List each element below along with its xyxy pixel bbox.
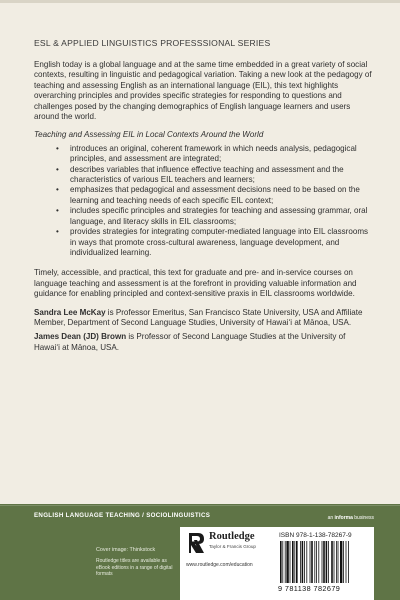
- subject-category: ENGLISH LANGUAGE TEACHING / SOCIOLINGUISTICS: [34, 512, 211, 519]
- blurb: [34, 60, 372, 357]
- informa-logo: informa: [334, 515, 353, 521]
- author-name: James Dean (JD) Brown: [34, 332, 127, 342]
- informa-tagline: an informa business: [327, 515, 374, 521]
- list-item: • introduces an original, coherent framework in which needs analysis, pedagogical principles, and assessment are integrated;: [56, 144, 372, 165]
- closing-paragraph: Timely, accessible, and practical, this text for graduate and pre- and in-service courses on language teaching and assessment is at the forefront in providing valuable information and guidance for enabling principled and context-sensitive praxis in EIL classrooms worldwide.: [34, 268, 357, 299]
- routledge-logo-icon: [186, 531, 206, 555]
- author-name: Sandra Lee McKay: [34, 307, 106, 317]
- cover-credit: Cover image: Thinkstock: [96, 547, 156, 553]
- list-item: • provides strategies for integrating computer-mediated language into EIL classrooms in ways that promote cross-cultural awareness, language development, and individualized learning.: [56, 227, 372, 258]
- author-description: is Professor of Second Language Studies at the University of Hawai‘i at Mānoa, USA.: [34, 332, 346, 352]
- barcode-icon: [279, 541, 371, 583]
- ebook-note: Routledge titles are available as eBook editions in a range of digital formats: [96, 558, 173, 578]
- isbn-label: ISBN 978-1-138-78267-9: [279, 532, 352, 539]
- author-bio: [34, 332, 372, 353]
- author-bio: [34, 308, 372, 329]
- intro-paragraph: English today is a global language and at the same time embedded in a great variety of social contexts, resulting in linguistic and pedagogical variation. Taking a new look at the pedagogy of teaching and assessing English as an international language (EIL), this text highlights overarching principles and provides specific strategies for responding to questions and challenges posed by the changing demographics of English language learners and users around the world.: [34, 60, 372, 122]
- publisher-group: Taylor & Francis Group: [209, 544, 256, 549]
- author-description: is Professor Emeritus, San Francisco State University, USA and Affiliate Member, Department of Second Language Studies, University of Hawai‘i at Mānoa, USA.: [34, 307, 363, 327]
- barcode-number: 9 781138 782679: [278, 584, 341, 593]
- top-divider: [0, 0, 400, 3]
- list-item: • includes specific principles and strategies for teaching and assessing grammar, oral language, and literacy skills in EIL classrooms;: [56, 206, 372, 227]
- list-item: • describes variables that influence effective teaching and assessment and the characteristics of various EIL teachers and learners;: [56, 165, 372, 186]
- publisher-url: www.routledge.com/education: [186, 562, 253, 568]
- band-divider: [0, 505, 400, 506]
- feature-list: [56, 144, 372, 258]
- series-title: ESL & APPLIED LINGUISTICS PROFESSSIONAL SERIES: [34, 38, 271, 48]
- publisher-name: Routledge: [209, 531, 255, 542]
- list-item: • emphasizes that pedagogical and assessment decisions need to be based on the learning and teaching needs of each specific EIL context;: [56, 185, 372, 206]
- book-title-line: Teaching and Assessing EIL in Local Contexts Around the World: [34, 130, 264, 140]
